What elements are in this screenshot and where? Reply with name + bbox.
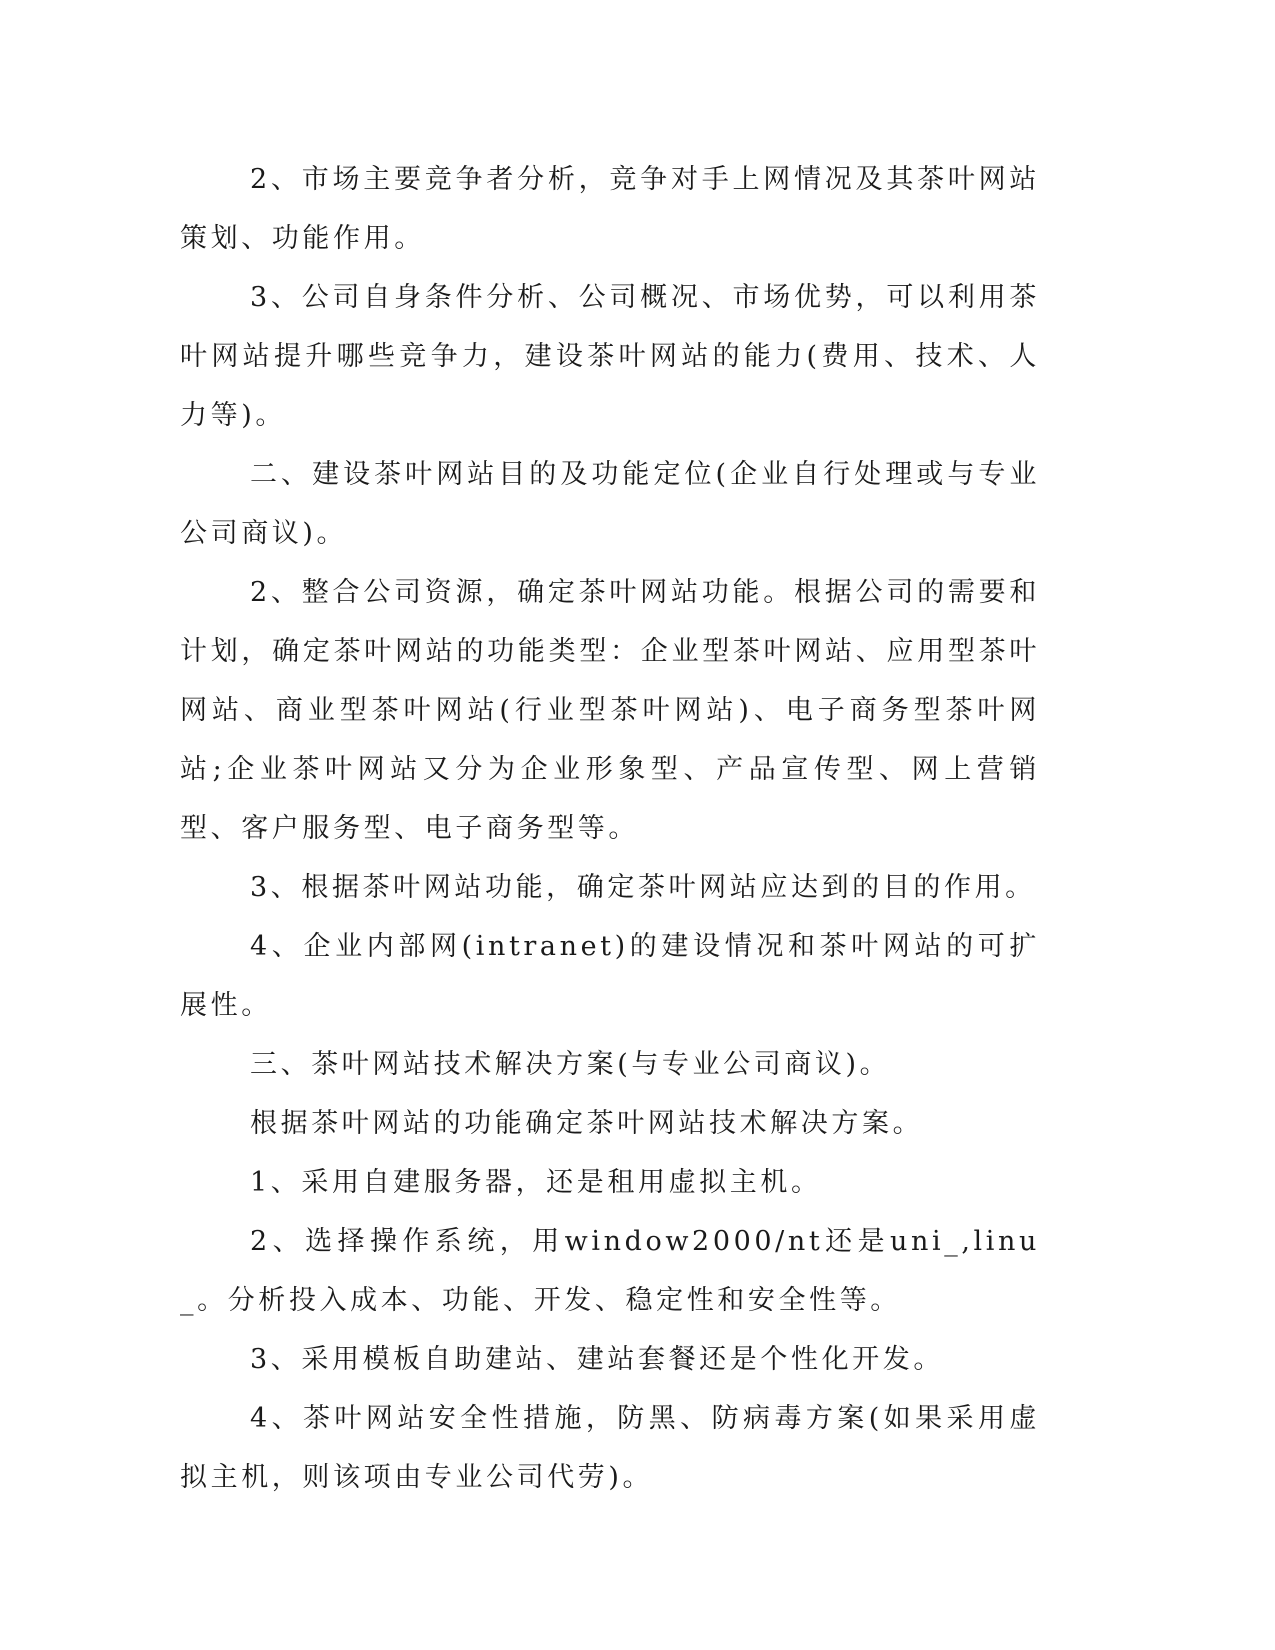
paragraph-determine-purpose: 3、根据茶叶网站功能，确定茶叶网站应达到的目的作用。 [250, 872, 1036, 903]
paragraph-integrate-resources: 2、整合公司资源，确定茶叶网站功能。根据公司的需要和计划，确定茶叶网站的功能类型：企业型茶叶网站、应用型茶叶网站、商业型茶叶网站(行业型茶叶网站)、电子商务型茶叶网站;企业茶叶网站又分为企业形象型、产品宣传型、网上营销型、客户服务型、电子商务型等。 [180, 577, 1040, 844]
paragraph-server-choice: 1、采用自建服务器，还是租用虚拟主机。 [250, 1167, 822, 1198]
paragraph-build-method: 3、采用模板自助建站、建站套餐还是个性化开发。 [250, 1344, 944, 1375]
section-heading-technical-solution: 三、茶叶网站技术解决方案(与专业公司商议)。 [250, 1049, 891, 1080]
paragraph-solution-intro: 根据茶叶网站的功能确定茶叶网站技术解决方案。 [250, 1108, 924, 1139]
section-heading-goals: 二、建设茶叶网站目的及功能定位(企业自行处理或与专业公司商议)。 [180, 459, 1040, 549]
paragraph-security-measures: 4、茶叶网站安全性措施，防黑、防病毒方案(如果采用虚拟主机，则该项由专业公司代劳)。 [180, 1403, 1040, 1493]
paragraph-intranet: 4、企业内部网(intranet)的建设情况和茶叶网站的可扩展性。 [180, 931, 1040, 1021]
paragraph-company-conditions: 3、公司自身条件分析、公司概况、市场优势，可以利用茶叶网站提升哪些竞争力，建设茶叶网站的能力(费用、技术、人力等)。 [180, 282, 1040, 431]
paragraph-competitor-analysis: 2、市场主要竞争者分析，竞争对手上网情况及其茶叶网站策划、功能作用。 [180, 164, 1040, 254]
document-body [180, 150, 1040, 1507]
paragraph-os-choice: 2、选择操作系统，用window2000/nt还是uni_,linu_。分析投入成本、功能、开发、稳定性和安全性等。 [180, 1226, 1040, 1316]
